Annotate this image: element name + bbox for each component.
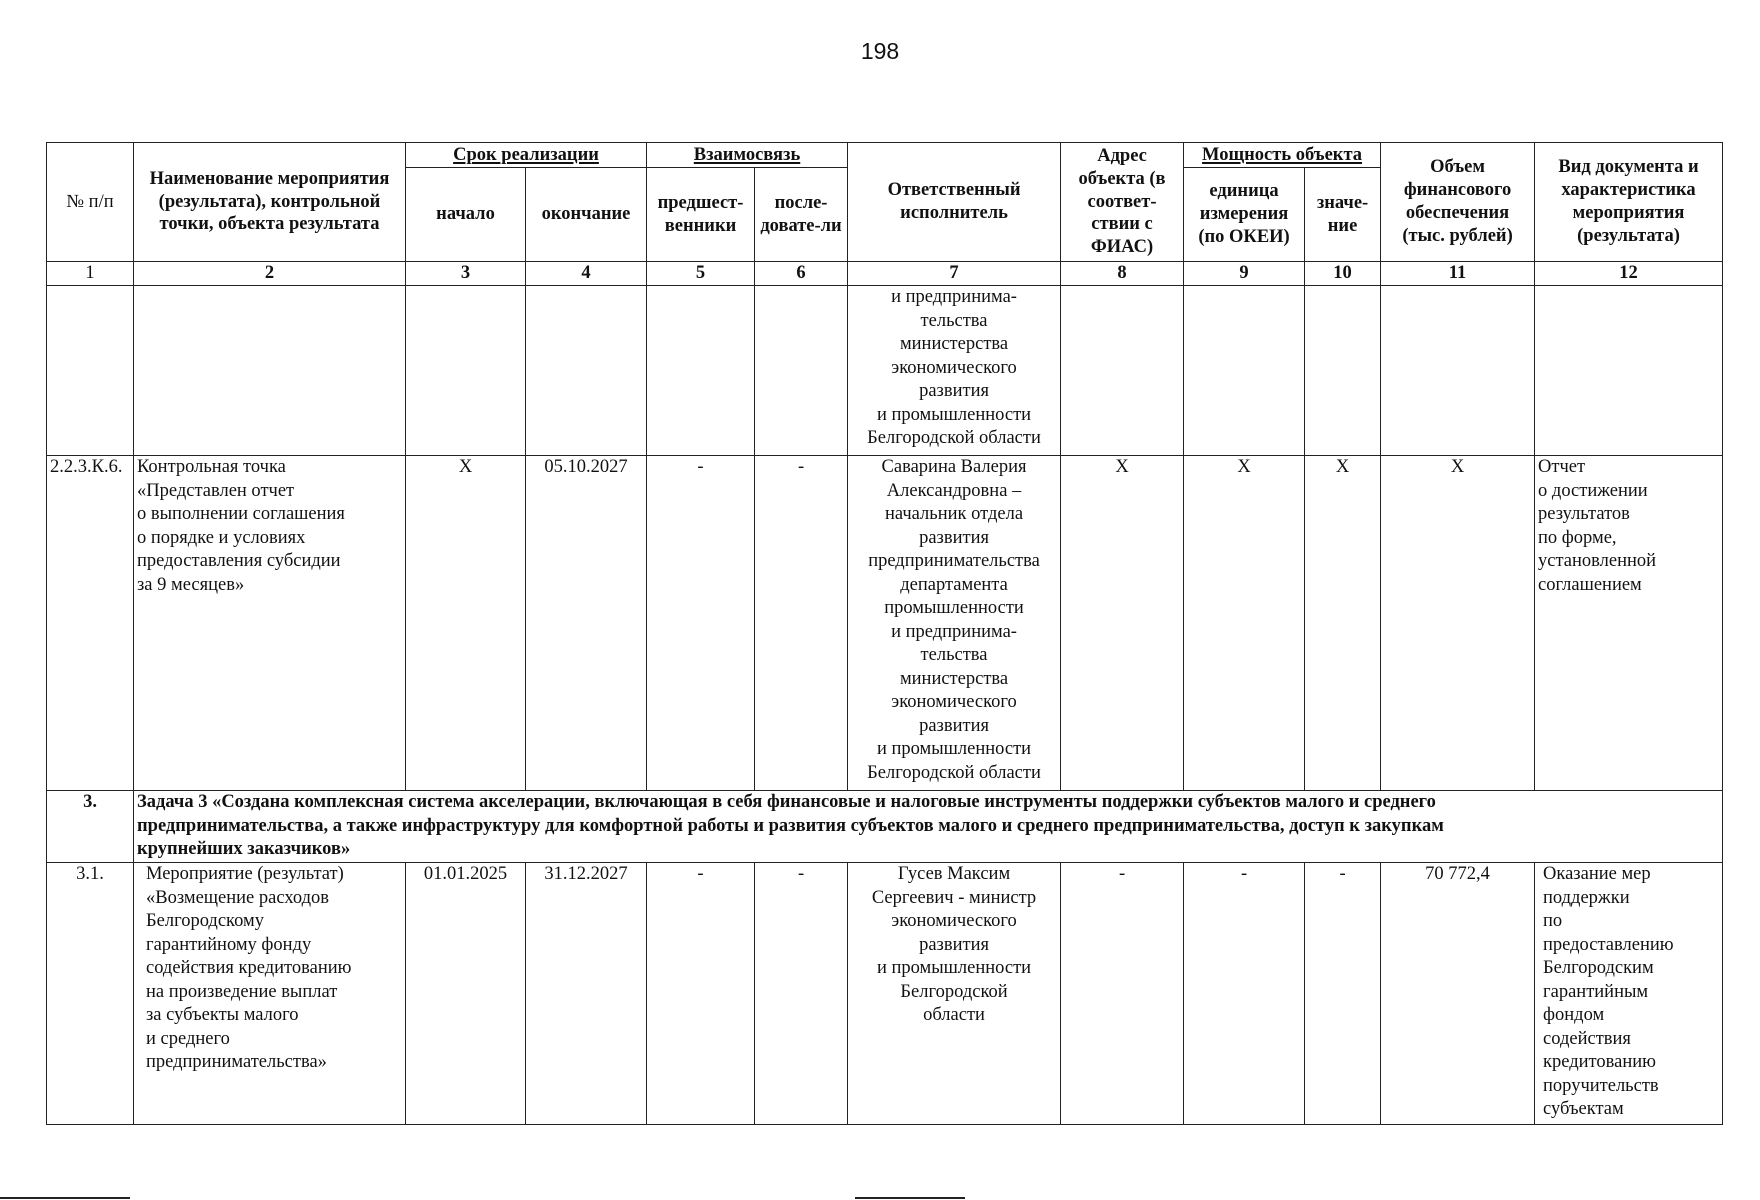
text-line: гарантийному фонду [146,934,312,955]
text-line: предпринимательства» [146,1052,327,1073]
cell-start: Х [406,456,526,791]
cell-empty [134,286,406,456]
text-line: Саварина Валерия [881,457,1027,478]
text-line: и промышленности [876,404,1032,425]
text-line: за субъекты малого [146,1005,299,1026]
text-line: за 9 месяцев» [137,574,245,595]
cell-responsible [848,456,1061,791]
text-line: Александровна – [886,480,1022,501]
page-number: 198 [860,38,900,64]
cell-number: 3. [47,791,134,863]
cell-empty [526,286,647,456]
cell-empty [1061,286,1184,456]
text-line: Белгородским [1543,958,1654,979]
text-line: содействия [1543,1028,1631,1049]
header-document: Вид документа и характеристика мероприятия (результата) [1535,143,1723,262]
cell-finance: Х [1381,456,1535,791]
text-line: области [923,1005,985,1026]
cell-end: 05.10.2027 [526,456,647,791]
text-line: министерства [899,668,1009,689]
text-line: Сергеевич - министр [871,887,1037,908]
cell-unit: - [1184,863,1305,1125]
header-unit: единица измерения (по ОКЕИ) [1184,168,1305,262]
cell-value: Х [1305,456,1381,791]
cell-successors: - [755,456,848,791]
header-predecessors: предшест-венники [647,168,755,262]
cell-predecessors: - [647,863,755,1125]
header-finance: Объем финансового обеспечения (тыс. рублей) [1381,143,1535,262]
column-number: 6 [755,262,848,286]
column-number: 1 [47,262,134,286]
text-line: о достижении [1538,480,1648,501]
cell-document [1535,456,1723,791]
cell-empty [1184,286,1305,456]
text-line: субъектам [1543,1099,1624,1120]
text-line: начальник отдела [885,504,1024,525]
text-line: на произведение выплат [146,981,338,1002]
text-line: о порядке и условиях [137,527,306,548]
header-successors: после-довате-ли [755,168,848,262]
column-number: 7 [848,262,1061,286]
header-name: Наименование мероприятия (результата), контрольной точки, объекта результата [134,143,406,262]
column-number: 2 [134,262,406,286]
cell-end: 31.12.2027 [526,863,647,1125]
column-number: 11 [1381,262,1535,286]
text-line: Контрольная точка [137,457,286,478]
text-line: министерства [899,334,1009,355]
header-responsible: Ответственный исполнитель [848,143,1061,262]
column-number: 5 [647,262,755,286]
text-line: предпринимательства, а также инфраструктуру для комфортной работы и развития субъектов малого и среднего предпринимательства, доступ к закупкам [137,815,1444,836]
cell-task [134,791,1723,863]
text-line: развития [919,934,989,955]
text-line: и среднего [146,1028,230,1049]
cell-responsible [848,863,1061,1125]
cell-empty [647,286,755,456]
cell-empty [1381,286,1535,456]
text-line: Задача 3 «Создана комплексная система акселерации, включающая в себя финансовые и налоговые инструменты поддержки субъектов малого и среднего [137,792,1436,813]
text-line: соглашением [1538,574,1642,595]
cell-name [134,863,406,1125]
text-line: Белгородской области [867,428,1041,449]
cell-address: Х [1061,456,1184,791]
text-line: Белгородскому [146,911,264,932]
text-line: развития [919,527,989,548]
text-line: Белгородской [900,981,1008,1002]
text-line: Белгородской области [867,762,1041,783]
text-line: департамента [900,574,1008,595]
header-start: начало [406,168,526,262]
text-line: о выполнении соглашения [137,504,345,525]
cell-empty [406,286,526,456]
cell-number: 3.1. [47,863,134,1125]
footnote-rule [0,1197,130,1199]
text-line: Гусев Максим [897,864,1011,885]
text-line: промышленности [884,598,1024,619]
header-number: № п/п [47,143,134,262]
column-number: 8 [1061,262,1184,286]
cell-address: - [1061,863,1184,1125]
text-line: экономического [891,357,1017,378]
header-value: значе-ние [1305,168,1381,262]
text-line: предпринимательства [868,551,1040,572]
cell-empty [1535,286,1723,456]
header-group-link: Взаимосвязь [647,143,848,168]
text-line: по [1543,911,1563,932]
text-line: предоставления субсидии [137,551,341,572]
table-row [47,456,1723,791]
text-line: результатов [1538,504,1630,525]
text-line: кредитованию [1543,1052,1656,1073]
text-line: фондом [1543,1005,1605,1026]
cell-predecessors: - [647,456,755,791]
cell-number: 2.2.3.К.6. [47,456,134,791]
table-row-task [47,791,1723,863]
cell-finance: 70 772,4 [1381,863,1535,1125]
column-number: 12 [1535,262,1723,286]
header-group-capacity: Мощность объекта [1184,143,1381,168]
activities-table [46,142,1723,1125]
cell-successors: - [755,863,848,1125]
column-number: 10 [1305,262,1381,286]
text-line: тельства [920,645,988,666]
text-line: содействия кредитованию [146,958,352,979]
text-line: и промышленности [876,739,1032,760]
column-number: 4 [526,262,647,286]
text-line: экономического [891,911,1017,932]
table-row [47,863,1723,1125]
text-line: по форме, [1538,527,1617,548]
footnote-rule [855,1197,965,1199]
text-line: крупнейших заказчиков» [137,839,351,860]
text-line: установленной [1538,551,1657,572]
column-number: 3 [406,262,526,286]
text-line: «Представлен отчет [137,480,295,501]
cell-document [1535,863,1723,1125]
cell-empty [47,286,134,456]
text-line: развития [919,381,989,402]
text-line: Оказание мер [1543,864,1651,885]
table-row [47,286,1723,456]
text-line: экономического [891,692,1017,713]
cell-responsible [848,286,1061,456]
text-line: предоставлению [1543,934,1674,955]
text-line: поручительств [1543,1075,1659,1096]
cell-unit: Х [1184,456,1305,791]
text-line: и предпринима- [891,287,1017,308]
text-line: и предпринима- [891,621,1017,642]
text-line: поддержки [1543,887,1630,908]
text-line: гарантийным [1543,981,1649,1002]
cell-name [134,456,406,791]
cell-start: 01.01.2025 [406,863,526,1125]
text-line: Отчет [1538,457,1586,478]
header-address: Адрес объекта (в соответ-ствии с ФИАС) [1061,143,1184,262]
text-line: тельства [920,310,988,331]
header-end: окончание [526,168,647,262]
text-line: развития [919,715,989,736]
text-line: и промышленности [876,958,1032,979]
column-number: 9 [1184,262,1305,286]
cell-empty [755,286,848,456]
cell-value: - [1305,863,1381,1125]
text-line: «Возмещение расходов [146,887,329,908]
header-group-term: Срок реализации [406,143,647,168]
text-line: Мероприятие (результат) [146,864,344,885]
cell-empty [1305,286,1381,456]
